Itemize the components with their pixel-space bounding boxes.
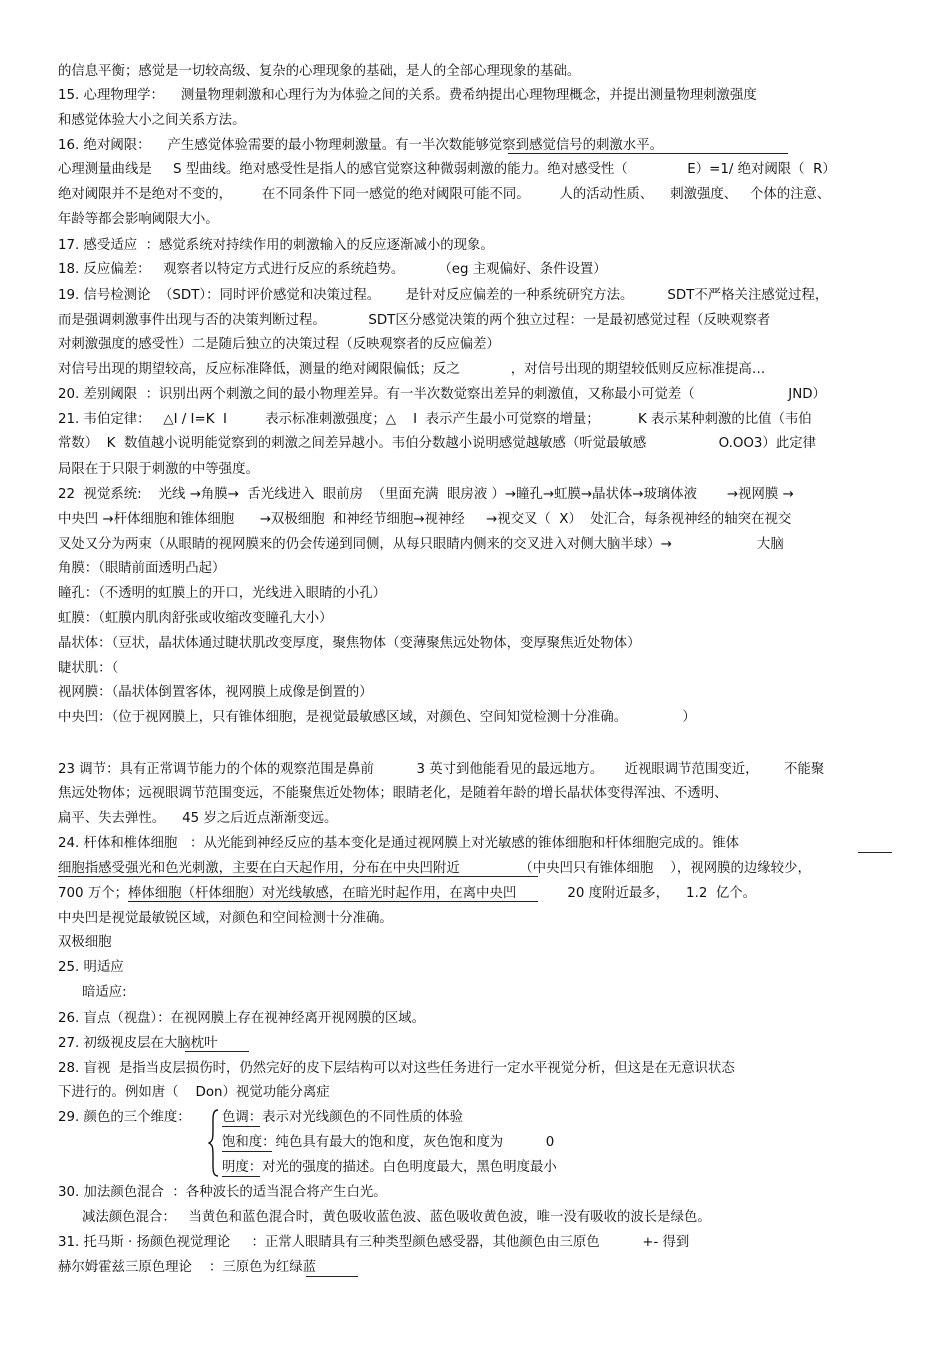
text-line: 23 调节：具有正常调节能力的个体的观察范围是鼻前 3 英寸到他能看见的最远地方。 近视眼调节范围变近， 不能聚 [58, 762, 825, 777]
underline-rule [858, 852, 892, 853]
underline-rule [222, 1151, 272, 1152]
left-brace-icon [208, 1108, 220, 1178]
underline-rule [222, 1126, 260, 1127]
text-line: 晶状体：（豆状，晶状体通过睫状肌改变厚度，聚焦物体（变薄聚焦远处物体，变厚聚焦近处物体） [58, 636, 641, 651]
text-line: 局限在于只限于刺激的中等强度。 [58, 462, 259, 477]
text-line: 29. 颜色的三个维度： [58, 1110, 191, 1125]
text-line: 700 万个；棒体细胞（杆体细胞）对光线敏感，在暗光时起作用，在离中央凹 20 度附近最多， 1.2 亿个。 [58, 886, 757, 901]
text-line: 24. 杆体和椎体细胞 ：从光能到神经反应的基本变化是通过视网膜上对光敏感的锥体细胞和杆体细胞完成的。锥体 [58, 836, 740, 851]
text-line: 赫尔姆霍兹三原色理论 ：三原色为红绿蓝 [58, 1260, 317, 1275]
underline-rule [508, 153, 788, 154]
text-line: 叉处又分为两束（从眼睛的视网膜来的仍会传递到同侧，从每只眼睛内侧来的交叉进入对侧大脑半球）→ 大脑 [58, 537, 784, 552]
text-line: 15. 心理物理学： 测量物理刺激和心理行为为体验之间的关系。费希纳提出心理物理概念，并提出测量物理刺激强度 [58, 88, 757, 103]
text-line: 31. 托马斯 · 扬颜色视觉理论 ：正常人眼睛具有三种类型颜色感受器，其他颜色由三原色 +- 得到 [58, 1235, 690, 1250]
text-line: 30. 加法颜色混合 ：各种波长的适当混合将产生白光。 [58, 1185, 387, 1200]
text-line: 虹膜：（虹膜内肌肉舒张或收缩改变瞳孔大小） [58, 611, 333, 626]
text-line: 26. 盲点（视盘）：在视网膜上存在视神经离开视网膜的区域。 [58, 1011, 426, 1026]
text-line: 和感觉体验大小之间关系方法。 [58, 113, 246, 128]
text-line: 27. 初级视皮层在大脑枕叶 [58, 1036, 218, 1051]
text-line: 绝对阈限并不是绝对不变的， 在不同条件下同一感觉的绝对阈限可能不同。 人的活动性质、 刺激强度、 个体的注意、 [58, 187, 831, 202]
text-line: 明度：对光的强度的描述。白色明度最大，黑色明度最小 [222, 1160, 557, 1175]
text-line: 16. 绝对阈限： 产生感觉体验需要的最小物理刺激量。有一半次数能够觉察到感觉信号的刺激水平。 [58, 138, 663, 153]
text-line: 25. 明适应 [58, 960, 124, 975]
underline-rule [128, 901, 538, 902]
text-line: 中央凹 →杆体细胞和锥体细胞 →双极细胞 和神经节细胞→视神经 →视交叉（ X） 处汇合，每条视神经的轴突在视交 [58, 512, 792, 527]
text-line: 焦远处物体；远视眼调节范围变远，不能聚焦近处物体；眼睛老化，是随着年龄的增长晶状体变得浑浊、不透明、 [58, 786, 728, 801]
text-line: 18. 反应偏差： 观察者以特定方式进行反应的系统趋势。 （eg 主观偏好、条件设置） [58, 262, 607, 277]
text-line: 对刺激强度的感受性）二是随后独立的决策过程（反映观察者的反应偏差） [58, 337, 500, 352]
text-line: 色调：表示对光线颜色的不同性质的体验 [222, 1110, 464, 1125]
underline-rule [306, 1276, 358, 1277]
text-line: 视网膜：（晶状体倒置客体，视网膜上成像是倒置的） [58, 685, 373, 700]
text-line: 中央凹：（位于视网膜上，只有锥体细胞，是视觉最敏感区域，对颜色、空间知觉检测十分准确。 ） [58, 710, 696, 725]
underline-rule [222, 1176, 260, 1177]
text-line: 下进行的。例如唐（ Don）视觉功能分离症 [58, 1085, 330, 1100]
text-line: 21. 韦伯定律： △I / I=K I 表示标准刺激强度；△ I 表示产生最小可觉察的增量； K 表示某种刺激的比值（韦伯 [58, 412, 812, 427]
text-line: 中央凹是视觉最敏锐区域，对颜色和空间检测十分准确。 [58, 911, 393, 926]
text-line: 心理测量曲线是 S 型曲线。绝对感受性是指人的感官觉察这种微弱刺激的能力。绝对感受性（ E）=1/ 绝对阈限（ R） [58, 162, 836, 177]
text-line: 而是强调刺激事件出现与否的决策判断过程。 SDT区分感觉决策的两个独立过程：一是最初感觉过程（反映观察者 [58, 313, 771, 328]
text-line: 22 视觉系统: 光线 →角膜→ 舌光线进入 眼前房 （里面充满 眼房液 ）→瞳孔→虹膜→晶状体→玻璃体液 →视网膜 → [58, 487, 794, 502]
text-line: 对信号出现的期望较高，反应标准降低，测量的绝对阈限偏低；反之 ，对信号出现的期望较低则反应标准提高… [58, 362, 766, 377]
text-line: 28. 盲视 是指当皮层损伤时，仍然完好的皮下层结构可以对这些任务进行一定水平视觉分析，但这是在无意识状态 [58, 1061, 735, 1076]
text-line: 饱和度：纯色具有最大的饱和度，灰色饱和度为 0 [222, 1135, 555, 1150]
text-line: 常数） K 数值越小说明能觉察到的刺激之间差异越小。韦伯分数越小说明感觉越敏感（听觉最敏感 O.OO3）此定律 [58, 436, 816, 451]
text-line: 减法颜色混合： 当黄色和蓝色混合时，黄色吸收蓝色波、蓝色吸收黄色波，唯一没有吸收的波长是绿色。 [82, 1210, 711, 1225]
text-line: 双极细胞 [58, 935, 112, 950]
text-line: 暗适应: [82, 985, 127, 1000]
text-line: 睫状肌：（ [58, 661, 119, 676]
text-line: 的信息平衡；感觉是一切较高级、复杂的心理现象的基础，是人的全部心理现象的基础。 [58, 64, 581, 79]
underline-rule [185, 1051, 249, 1052]
text-line: 细胞指感受强光和色光刺激，主要在白天起作用，分布在中央凹附近 （中央凹只有锥体细胞 ），视网膜的边缘较少， [58, 861, 811, 876]
underline-rule [58, 876, 538, 877]
text-line: 19. 信号检测论 （SDT）：同时评价感觉和决策过程。 是针对反应偏差的一种系统研究方法。 SDT不严格关注感觉过程， [58, 288, 829, 303]
text-line: 扁平、失去弹性。 45 岁之后近点渐渐变远。 [58, 811, 338, 826]
text-line: 17. 感受适应 ：感觉系统对持续作用的刺激输入的反应逐渐减小的现象。 [58, 238, 494, 253]
text-line: 角膜：（眼睛前面透明凸起） [58, 561, 226, 576]
text-line: 年龄等都会影响阈限大小。 [58, 212, 219, 227]
text-line: 瞳孔：（不透明的虹膜上的开口，光线进入眼睛的小孔） [58, 586, 387, 601]
text-line: 20. 差别阈限 ：识别出两个刺激之间的最小物理差异。有一半次数觉察出差异的刺激值，又称最小可觉差（ JND） [58, 387, 826, 402]
